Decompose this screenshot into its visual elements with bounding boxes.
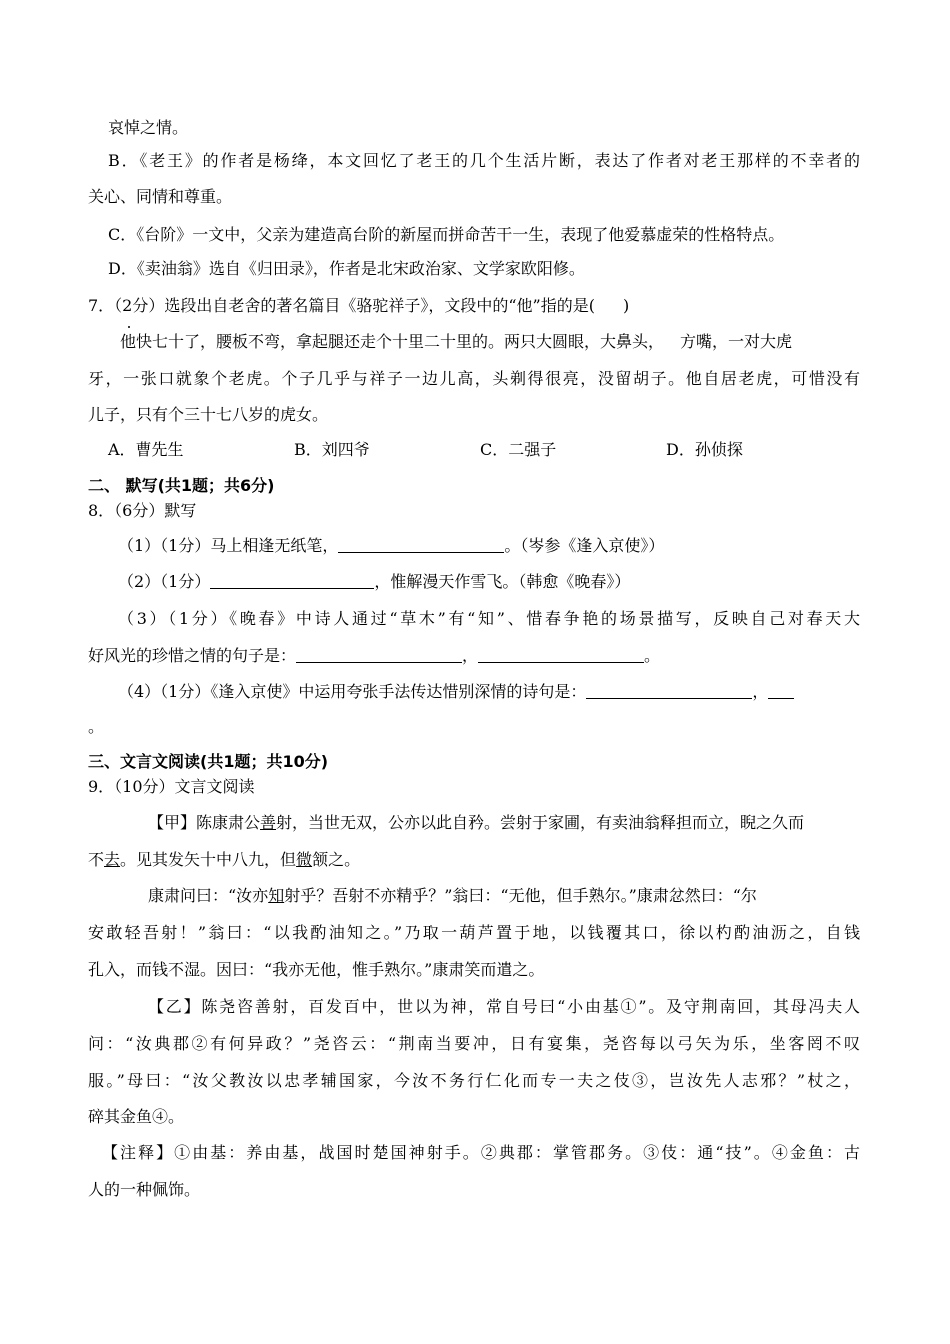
q6-option-b-line2: 关心、同情和尊重。 (88, 187, 233, 206)
q7-passage-line3: 儿子，只有个三十七八岁的虎女。 (88, 405, 329, 424)
q7-passage-line1 (120, 332, 792, 352)
section2-title: 二、 默写(共1题；共6分) (88, 476, 275, 495)
q8-sub4-prompt: （4）（1分）《逢入京使》中运用夸张手法传达惜别深情的诗句是： (118, 682, 587, 701)
q8-sub4-blank2[interactable] (768, 682, 794, 699)
q9-jia-p2-line3: 孔入，而钱不湿。因曰：“我亦无他，惟手熟尔。”康肃笑而遣之。 (88, 960, 545, 979)
q9-jia-line2 (88, 850, 360, 870)
q9-jia-underlined-wei: 微 (296, 850, 313, 869)
q7-stem (88, 296, 629, 316)
q7-stem-text: 7．（2分）选段出自老舍的著名篇目《骆驼祥子》，文段中的“他”指的是( (88, 296, 595, 315)
q9-jia-text: 康肃问曰：“汝亦 (148, 886, 269, 905)
q8-sub4-blank1[interactable] (586, 682, 752, 699)
q8-sub3-comma: ， (462, 646, 479, 665)
q8-sub1-source: 。（岑参《逢入京使》） (504, 536, 665, 555)
q8-sub1-prompt: （1）（1分）马上相逢无纸笔， (118, 536, 339, 555)
section3-title: 三、文言文阅读(共1题；共10分) (88, 752, 329, 771)
q7-passage-line2: 牙，一张口就象个老虎。个子几乎与祥子一边儿高，头剃得很亮，没留胡子。他自居老虎，可惜没有 (88, 369, 860, 388)
q6-option-c: C．《台阶》一文中，父亲为建造高台阶的新屋而拼命苦干一生，表现了他爱慕虚荣的性格特点。 (108, 225, 785, 244)
q7-option-a[interactable]: A．曹先生 (108, 440, 184, 459)
q9-stem: 9．（10分）文言文阅读 (88, 777, 255, 796)
q6-option-d: D．《卖油翁》选自《归田录》，作者是北宋政治家、文学家欧阳修。 (108, 259, 585, 278)
q8-sub1-blank[interactable] (338, 536, 504, 553)
q9-jia-text: 射乎？吾射不亦精乎？”翁曰：“无他，但手熟尔。”康肃忿然曰：“尔 (284, 886, 757, 905)
q9-jia-text: 。见其发矢十中八九，但 (120, 850, 297, 869)
q7-emphasized-char: 他 (120, 332, 137, 351)
q9-yi-line4: 碎其金鱼④。 (88, 1107, 185, 1126)
q9-yi-line1: 【乙】陈尧咨善射，百发百中，世以为神，常自号曰“小由基①”。及守荆南回，其母冯夫人 (148, 997, 860, 1016)
q9-jia-underlined-shan: 善 (260, 813, 277, 832)
q6-option-b-line1: B．《老王》的作者是杨绛，本文回忆了老王的几个生活片断，表达了作者对老王那样的不幸者的 (108, 151, 860, 170)
q8-sub3-line2 (88, 646, 660, 666)
q7-option-b[interactable]: B．刘四爷 (294, 440, 370, 459)
q7-passage-line1-tail: 方嘴，一对大虎 (680, 332, 793, 351)
q9-jia-p2-line1 (148, 886, 757, 906)
q8-sub3-line1: （3）（1分）《晚春》中诗人通过“草木”有“知”、惜春争艳的场景描写，反映自己对春天大 (118, 609, 860, 628)
q9-yi-line3: 服。”母曰：“汝父教汝以忠孝辅国家，今汝不务行仁化而专一夫之伎③，岂汝先人志邪？”杖之， (88, 1071, 860, 1090)
q8-sub3-blank2[interactable] (478, 646, 644, 663)
q8-sub3-period: 。 (644, 646, 661, 665)
q9-jia-text: 射，当世无双，公亦以此自矜。尝射于家圃，有卖油翁释担而立，睨之久而 (276, 813, 805, 832)
q9-notes-line2: 人的一种佩饰。 (88, 1180, 201, 1199)
q8-sub2 (118, 572, 630, 592)
q8-sub4-period: 。 (88, 717, 105, 736)
q9-jia-underlined-qu: 去 (104, 850, 121, 869)
q8-stem: 8．（6分）默写 (88, 501, 197, 520)
q8-sub2-prompt: （2）（1分） (118, 572, 211, 591)
q9-notes-line1: 【注释】①由基：养由基，战国时楚国神射手。②典郡：掌管郡务。③伎：通“技”。④金鱼：古 (102, 1143, 860, 1162)
q8-sub2-blank[interactable] (210, 572, 374, 589)
q7-option-c[interactable]: C．二强子 (480, 440, 557, 459)
q9-jia-p2-line2: 安敢轻吾射！”翁曰：“以我酌油知之。”乃取一葫芦置于地，以钱覆其口，徐以杓酌油沥之，自钱 (88, 923, 860, 942)
q9-jia-text: 【甲】陈康肃公 (148, 813, 261, 832)
q9-jia-text: 不 (88, 850, 105, 869)
q9-jia-line1 (148, 813, 804, 833)
q8-sub1 (118, 536, 664, 556)
q9-jia-underlined-zhi: 知 (268, 886, 285, 905)
q8-sub3-blank1[interactable] (296, 646, 462, 663)
q9-yi-line2: 问：“汝典郡②有何异政？”尧咨云：“荆南当要冲，日有宴集，尧咨每以弓矢为乐，坐客罔不叹 (88, 1034, 860, 1053)
q8-sub2-source: ，惟解漫天作雪飞。（韩愈《晚春》） (374, 572, 631, 591)
q7-stem-close: ) (622, 296, 630, 315)
q8-sub4 (118, 682, 794, 702)
q6-continuation: 哀悼之情。 (108, 118, 189, 137)
q8-sub3-prompt: 好风光的珍惜之情的句子是： (88, 646, 297, 665)
q7-option-d[interactable]: D．孙侦探 (666, 440, 743, 459)
q9-jia-text: 颔之。 (312, 850, 361, 869)
q8-sub4-comma: ， (752, 682, 769, 701)
q7-passage-line1-rest: 快七十了，腰板不弯，拿起腿还走个十里二十里的。两只大圆眼，大鼻头， (136, 332, 665, 351)
